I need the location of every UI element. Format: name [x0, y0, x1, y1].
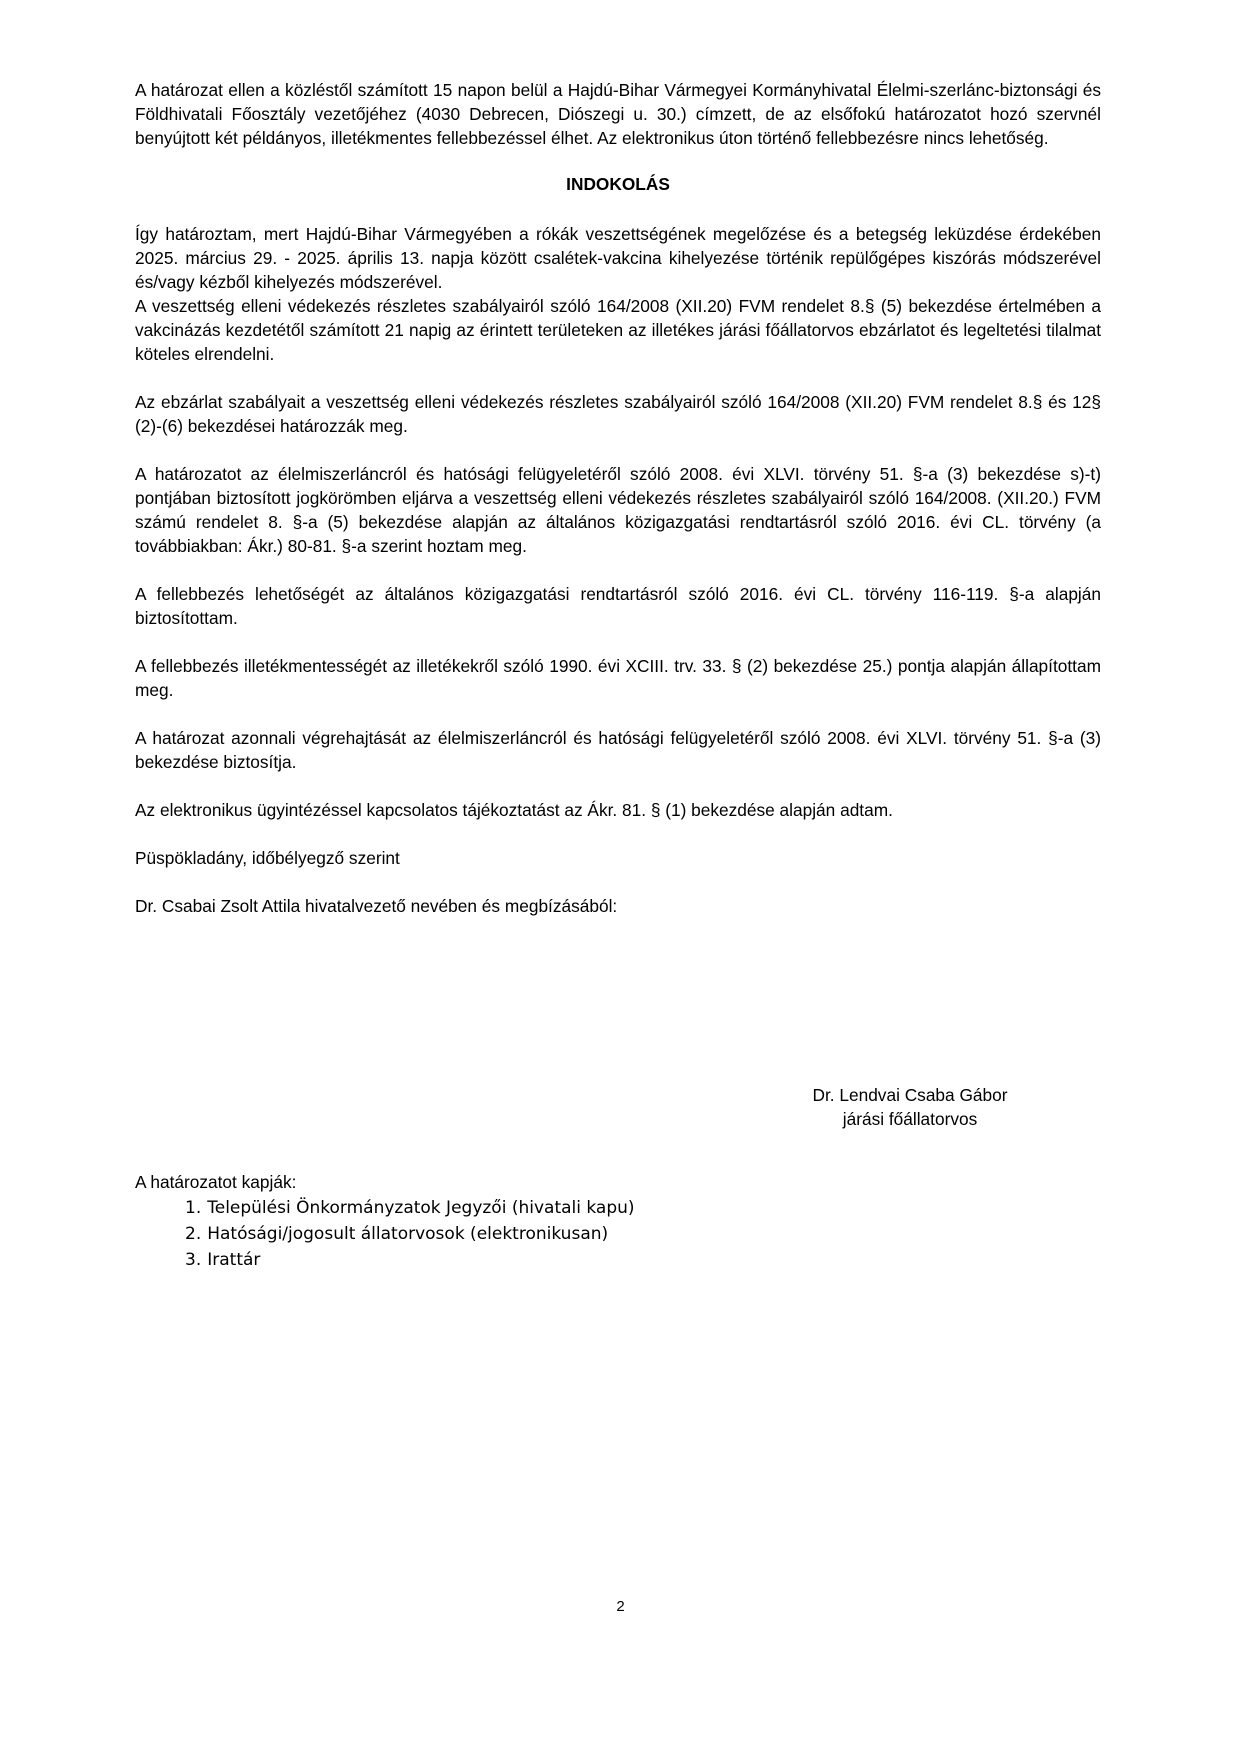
recipients-label: A határozatot kapják: [135, 1172, 297, 1192]
reasoning-paragraph: A határozat azonnali végrehajtását az élelmiszerláncról és hatósági felügyeletéről szóló 2008. évi XLVI. törvény 51. §-a (3) bekezdése biztosítja. [135, 728, 1101, 772]
reasoning-paragraph: Az ebzárlat szabályait a veszettség elleni védekezés részletes szabályairól szóló 164/2008 (XII.20) FVM rendelet 8.§ és 12§ (2)-(6) bekezdései határozzák meg. [135, 392, 1101, 436]
reasoning-paragraph: A veszettség elleni védekezés részletes szabályairól szóló 164/2008 (XII.20) FVM rendelet 8.§ (5) bekezdése értelmében a vakcinázás kezdetétől számított 21 napig az érintett területeken az illetékes járási főállatorvos ebzárlatot és legeltetési tilalmat köteles elrendelni. [135, 296, 1101, 364]
reasoning-paragraph: A fellebbezés lehetőségét az általános közigazgatási rendtartásról szóló 2016. évi CL. törvény 116-119. §-a alapján biztosítottam. [135, 584, 1101, 628]
reasoning-paragraph: A határozatot az élelmiszerláncról és hatósági felügyeletéről szóló 2008. évi XLVI. törvény 51. §-a (3) bekezdése s)-t) pontjában biztosított jogkörömben eljárva a veszettség elleni védekezés részletes szabályairól szóló 164/2008. (XII.20.) FVM számú rendelet 8. §-a (5) bekezdése alapján az általános közigazgatási rendtartásról szóló 2016. évi CL. törvény (a továbbiakban: Ákr.) 80-81. §-a szerint hoztam meg. [135, 464, 1101, 556]
appeal-paragraph: A határozat ellen a közléstől számított 15 napon belül a Hajdú-Bihar Vármegyei Kormányhivatal Élelmi-szerlánc-biztonsági és Földhivatali Főosztály vezetőjéhez (4030 Debrecen, Diószegi u. 30.) címzett, de az elsőfokú határozatot hozó szervnél benyújtott két példányos, illetékmentes fellebbezéssel élhet. Az elektronikus úton történő fellebbezésre nincs lehetőség. [135, 80, 1101, 148]
signatory-title: járási főállatorvos [842, 1109, 978, 1129]
reasoning-paragraph: Az elektronikus ügyintézéssel kapcsolatos tájékoztatást az Ákr. 81. § (1) bekezdése alapján adtam. [135, 800, 893, 820]
recipient-item: 3. Irattár [185, 1250, 261, 1270]
signatory-name: Dr. Lendvai Csaba Gábor [812, 1085, 1008, 1105]
recipients-block [135, 1170, 635, 1273]
recipients-list [135, 1195, 635, 1273]
place-date: Püspökladány, időbélyegző szerint [135, 848, 400, 868]
reasoning-paragraph: Így határoztam, mert Hajdú-Bihar Vármegyében a rókák veszettségének megelőzése és a betegség leküzdése érdekében 2025. március 29. - 2025. április 13. napja között csalétek-vakcina kihelyezése történik repülőgépes kiszórás módszerével és/vagy kézből kihelyezés módszerével. [135, 224, 1101, 292]
recipient-item: 2. Hatósági/jogosult állatorvosok (elektronikusan) [185, 1224, 609, 1244]
recipient-item: 1. Települési Önkormányzatok Jegyzői (hivatali kapu) [185, 1198, 635, 1218]
reasoning-paragraph: A fellebbezés illetékmentességét az illetékekről szóló 1990. évi XCIII. trv. 33. § (2) bekezdése 25.) pontja alapján állapítottam meg. [135, 656, 1101, 700]
on-behalf-line: Dr. Csabai Zsolt Attila hivatalvezető nevében és megbízásából: [135, 896, 618, 916]
document-body [135, 78, 1101, 918]
section-heading: INDOKOLÁS [566, 174, 670, 194]
signature-block [780, 1083, 1040, 1131]
page-number: 2 [616, 1598, 625, 1615]
